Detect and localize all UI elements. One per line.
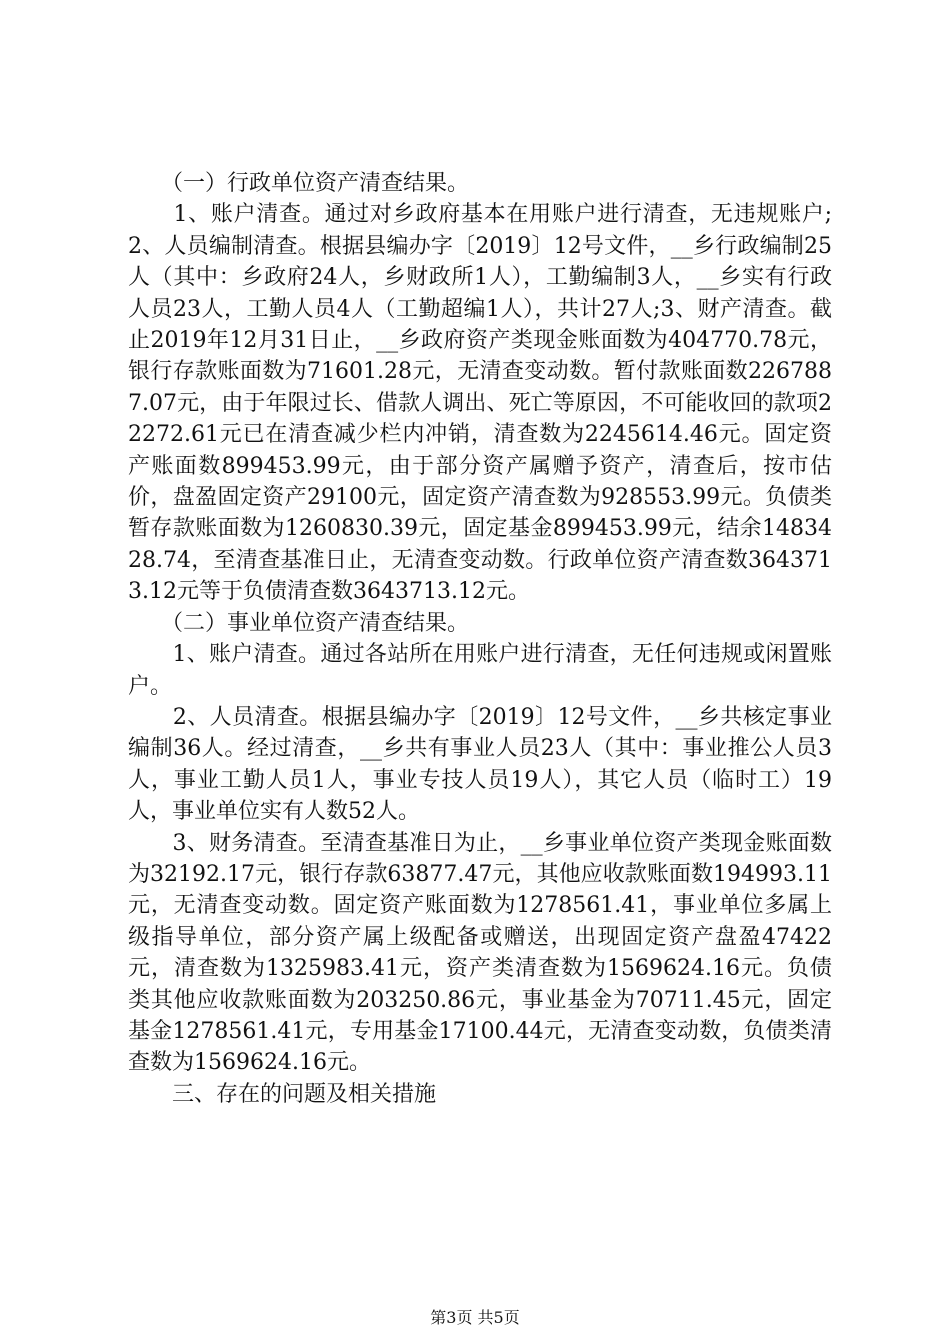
section-heading-institutional: （二）事业单位资产清查结果。: [128, 610, 470, 636]
paragraph-account-check: 1、账户清查。通过各站所在用账户进行清查，无任何违规或闲置账户。: [128, 642, 832, 699]
document-body: [128, 168, 832, 1110]
paragraph-financial-check: 3、财务清查。至清查基准日为止，__乡事业单位资产类现金账面数为32192.17元，银行存款63877.47元，其他应收款账面数194993.11元，无清查变动数。固定资产账面数为1278561.41，事业单位多属上级指导单位，部分资产属上级配备或赠送，出现固定资产盘盈47422元，清查数为1325983.41元，资产类清查数为1569624.16元。负债类其他应收款账面数为203250.86元，事业基金为70711.45元，固定基金1278561.41元，专用基金17100.44元，无清查变动数，负债类清查数为1569624.16元。: [128, 830, 832, 1076]
page-number-footer: 第3页 共5页: [430, 1308, 520, 1327]
paragraph-administrative-results: 1、账户清查。通过对乡政府基本在用账户进行清查，无违规账户;2、人员编制清查。根据县编办字〔2019〕12号文件，__乡行政编制25人（其中：乡政府24人，乡财政所1人），工勤编制3人，__乡实有行政人员23人，工勤人员4人（工勤超编1人），共计27人;3、财产清查。截止2019年12月31日止，__乡政府资产类现金账面数为404770.78元，银行存款账面数为71601.28元，无清查变动数。暂付款账面数2267887.07元，由于年限过长、借款人调出、死亡等原因，不可能收回的款项22272.61元已在清查减少栏内冲销，清查数为2245614.46元。固定资产账面数899453.99元，由于部分资产属赠予资产，清查后，按市估价，盘盈固定资产29100元，固定资产清查数为928553.99元。负债类暂存款账面数为1260830.39元，固定基金899453.99元，结余1483428.74，至清查基准日止，无清查变动数。行政单位资产清查数3643713.12元等于负债清查数3643713.12元。: [128, 202, 832, 605]
section-heading-problems: 三、存在的问题及相关措施: [128, 1081, 437, 1107]
paragraph-personnel-check: 2、人员清查。根据县编办字〔2019〕12号文件，__乡共核定事业编制36人。经过清查，__乡共有事业人员23人（其中：事业推公人员3人，事业工勤人员1人，事业专技人员19人），其它人员（临时工）19人，事业单位实有人数52人。: [128, 704, 832, 825]
section-heading-administrative: （一）行政单位资产清查结果。: [128, 171, 470, 196]
